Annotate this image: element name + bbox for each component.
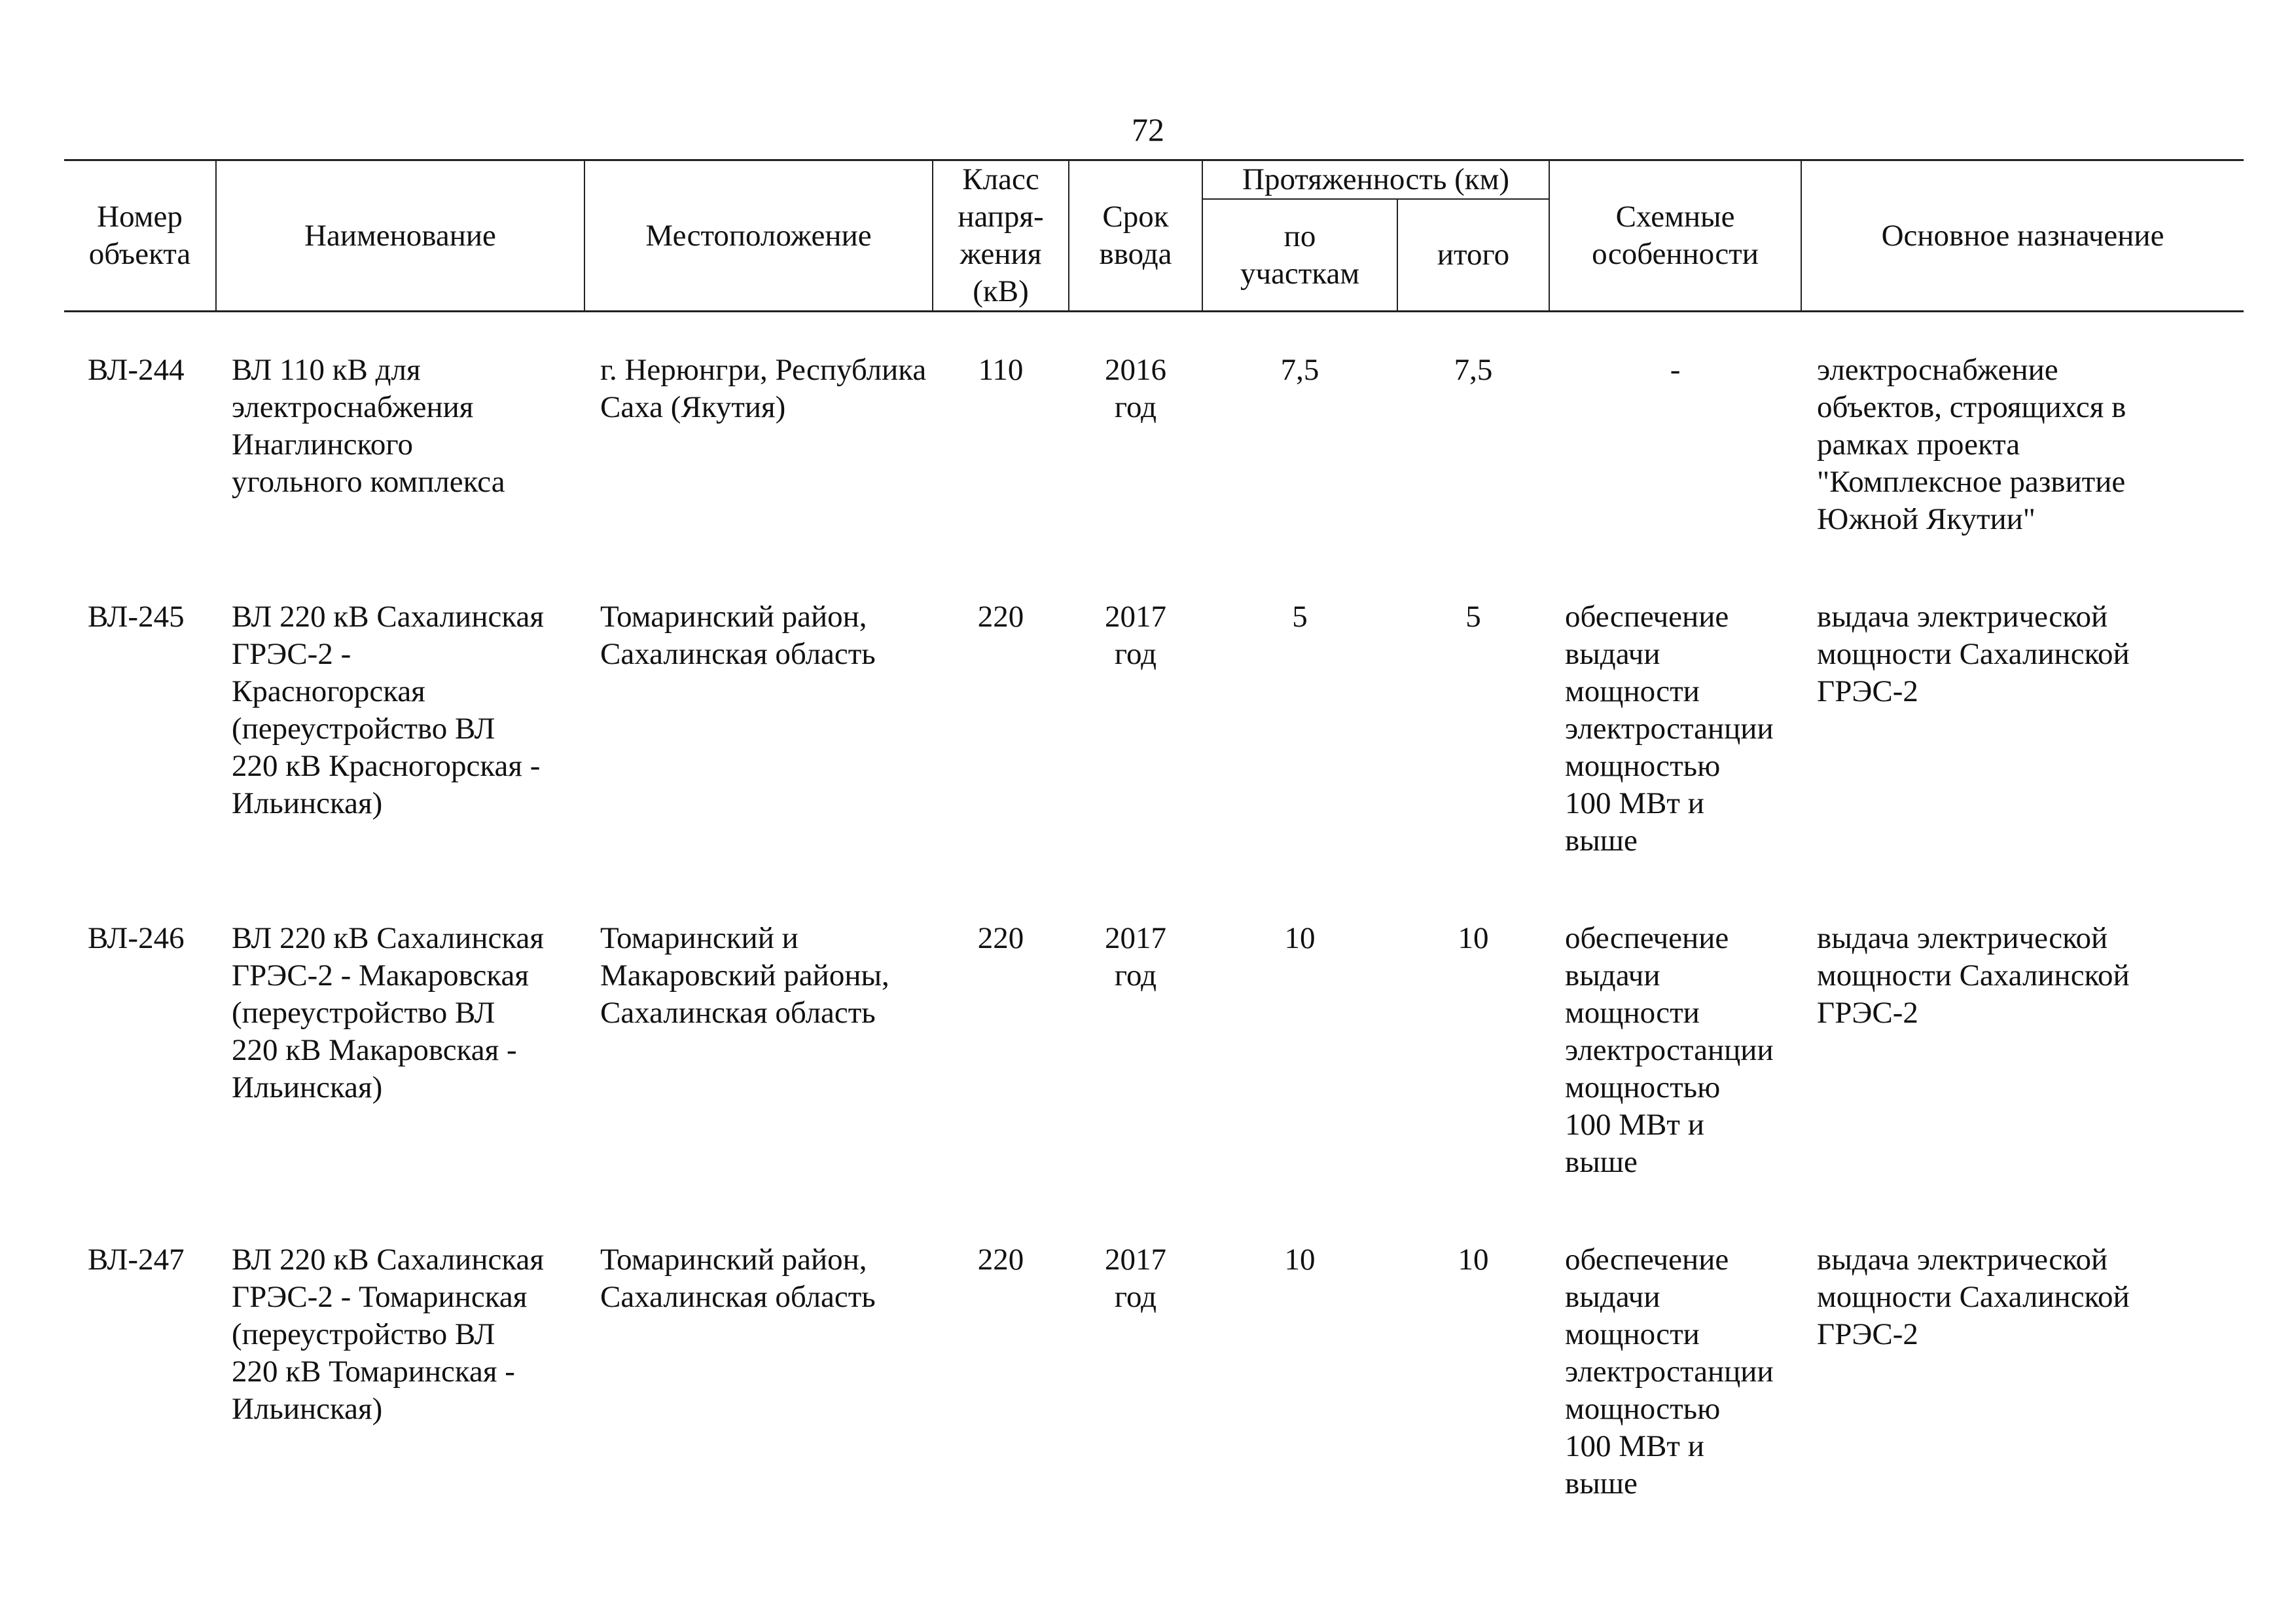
cell-scheme: обеспечение выдачи мощности электростанции мощностью 100 МВт и выше <box>1565 1243 1774 1501</box>
cell-purpose: выдача электрической мощности Сахалинской ГРЭС-2 <box>1817 600 2130 708</box>
cell-number: ВЛ-245 <box>88 600 185 634</box>
header-length-group: Протяженность (км) <box>1202 160 1549 200</box>
cell-location: Томаринский район, Сахалинская область <box>600 600 876 671</box>
header-name: Наименование <box>216 160 584 312</box>
cell-purpose: выдача электрической мощности Сахалинской ГРЭС-2 <box>1817 921 2130 1030</box>
header-voltage: Класс напря- жения (кВ) <box>933 160 1069 312</box>
cell-number: ВЛ-244 <box>88 353 185 387</box>
table-row <box>64 1241 2244 1563</box>
cell-length-sections: 10 <box>1284 1243 1316 1277</box>
cell-name: ВЛ 220 кВ Сахалинская ГРЭС-2 - Красногорская (переустройство ВЛ 220 кВ Красногорская - Ильинская) <box>232 600 544 820</box>
cell-scheme: обеспечение выдачи мощности электростанции мощностью 100 МВт и выше <box>1565 921 1774 1179</box>
cell-scheme: - <box>1670 353 1681 387</box>
cell-length-total: 10 <box>1458 1243 1489 1277</box>
cell-location: Томаринский и Макаровский районы, Сахалинская область <box>600 921 889 1030</box>
page-number: 72 <box>1132 111 1164 148</box>
table-row <box>64 920 2244 1241</box>
cell-length-total: 10 <box>1458 921 1489 955</box>
cell-term: 2017 год <box>1105 600 1166 671</box>
cell-number: ВЛ-246 <box>88 921 185 955</box>
cell-length-sections: 5 <box>1292 600 1308 634</box>
cell-voltage: 220 <box>977 921 1024 955</box>
table-row <box>64 352 2244 598</box>
cell-term: 2017 год <box>1105 1243 1166 1314</box>
cell-name: ВЛ 110 кВ для электроснабжения Инаглинского угольного комплекса <box>232 353 505 499</box>
cell-voltage: 110 <box>978 353 1024 387</box>
cell-length-total: 7,5 <box>1454 353 1493 387</box>
header-number: Номер объекта <box>64 160 216 312</box>
cell-name: ВЛ 220 кВ Сахалинская ГРЭС-2 - Макаровская (переустройство ВЛ 220 кВ Макаровская - Ильинская) <box>232 921 544 1104</box>
cell-length-total: 5 <box>1465 600 1481 634</box>
cell-term: 2017 год <box>1105 921 1166 993</box>
cell-length-sections: 10 <box>1284 921 1316 955</box>
cell-name: ВЛ 220 кВ Сахалинская ГРЭС-2 - Томаринская (переустройство ВЛ 220 кВ Томаринская - Ильинская) <box>232 1243 544 1426</box>
table-row <box>64 598 2244 920</box>
header-purpose: Основное назначение <box>1801 160 2244 312</box>
header-length-total: итого <box>1397 199 1549 311</box>
cell-voltage: 220 <box>977 600 1024 634</box>
table-body <box>64 312 2244 1563</box>
cell-location: г. Нерюнгри, Республика Саха (Якутия) <box>600 353 927 424</box>
header-scheme: Схемные особенности <box>1549 160 1801 312</box>
cell-purpose: выдача электрической мощности Сахалинской ГРЭС-2 <box>1817 1243 2130 1351</box>
cell-length-sections: 7,5 <box>1280 353 1319 387</box>
cell-purpose: электроснабжение объектов, строящихся в рамках проекта "Комплексное развитие Южной Якутии" <box>1817 353 2126 536</box>
cell-location: Томаринский район, Сахалинская область <box>600 1243 876 1314</box>
cell-scheme: обеспечение выдачи мощности электростанции мощностью 100 МВт и выше <box>1565 600 1774 858</box>
header-location: Местоположение <box>584 160 933 312</box>
power-lines-table <box>64 159 2244 1563</box>
header-length-sections: по участкам <box>1202 199 1397 311</box>
cell-number: ВЛ-247 <box>88 1243 185 1277</box>
cell-term: 2016 год <box>1105 353 1166 424</box>
header-term: Срок ввода <box>1069 160 1202 312</box>
table-header <box>64 160 2244 313</box>
cell-voltage: 220 <box>977 1243 1024 1277</box>
